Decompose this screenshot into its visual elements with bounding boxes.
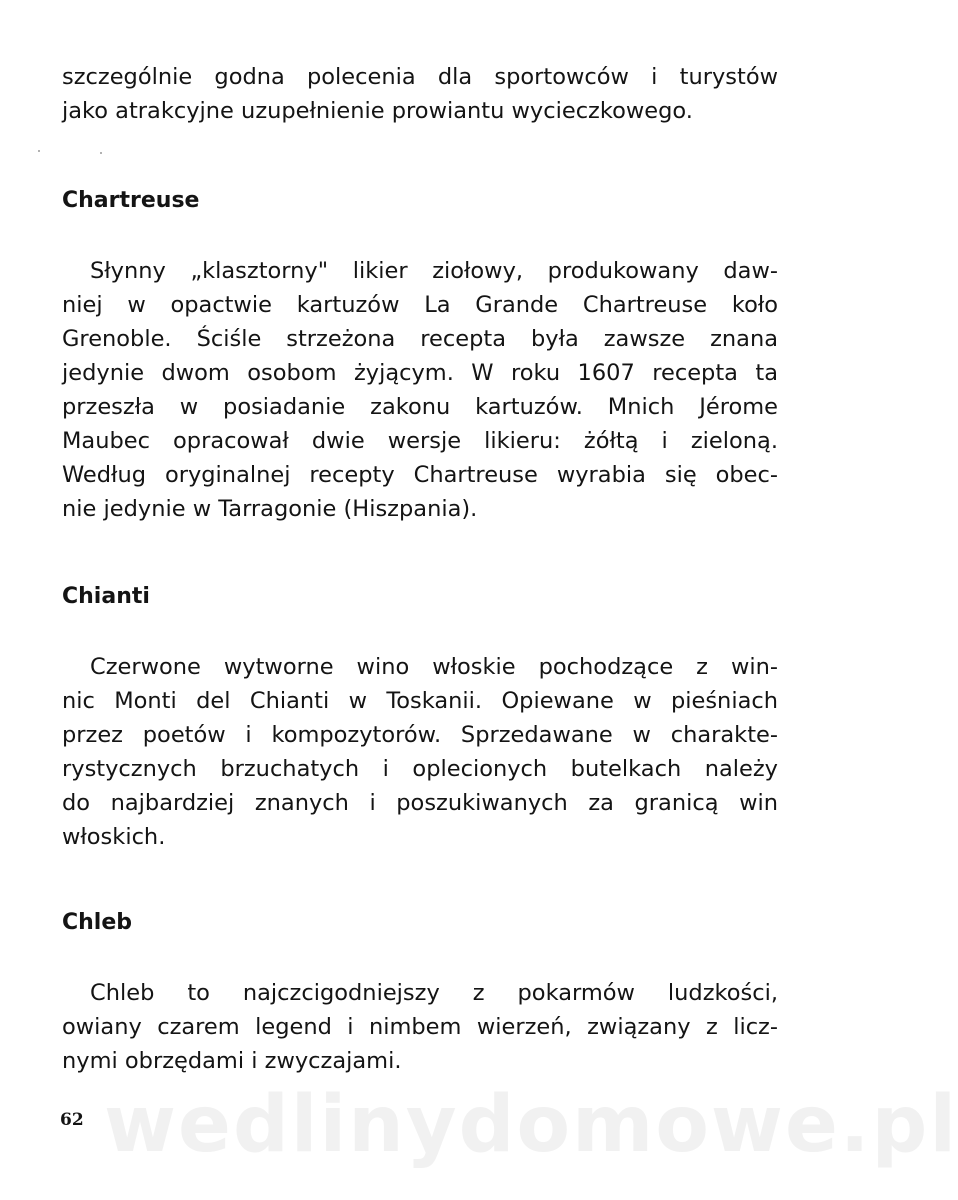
paragraph-line: przez poetów i kompozytorów. Sprzedawane w charakte- — [62, 722, 778, 748]
paragraph-line: rystycznych brzuchatych i oplecionych butelkach należy — [62, 756, 778, 782]
scan-speck — [38, 150, 40, 152]
paragraph-line: Czerwone wytworne wino włoskie pochodzące z win- — [90, 654, 778, 680]
paragraph-line: nie jedynie w Tarragonie (Hiszpania). — [62, 496, 478, 522]
paragraph-line: Według oryginalnej recepty Chartreuse wyrabia się obec- — [62, 462, 778, 488]
paragraph-line: Grenoble. Ściśle strzeżona recepta była zawsze znana — [62, 326, 778, 352]
paragraph-line: Maubec opracował dwie wersje likieru: żółtą i zieloną. — [62, 428, 778, 454]
paragraph-line: Chleb to najczcigodniejszy z pokarmów ludzkości, — [90, 980, 778, 1006]
paragraph-line: niej w opactwie kartuzów La Grande Chartreuse koło — [62, 292, 778, 318]
intro-line: szczególnie godna polecenia dla sportowców i turystów — [62, 64, 778, 90]
scan-speck — [100, 152, 102, 154]
paragraph-line: przeszła w posiadanie zakonu kartuzów. Mnich Jérome — [62, 394, 778, 420]
entry-heading-chianti: Chianti — [62, 584, 150, 609]
page-number: 62 — [60, 1110, 84, 1130]
paragraph-line: nic Monti del Chianti w Toskanii. Opiewane w pieśniach — [62, 688, 778, 714]
paragraph-line: jedynie dwom osobom żyjącym. W roku 1607 recepta ta — [62, 360, 778, 386]
entry-heading-chleb: Chleb — [62, 910, 133, 935]
paragraph-line: owiany czarem legend i nimbem wierzeń, związany z licz- — [62, 1014, 778, 1040]
paragraph-line: do najbardziej znanych i poszukiwanych za granicą win — [62, 790, 778, 816]
watermark: wedlinydomowe.pl — [104, 1080, 958, 1170]
entry-heading-chartreuse: Chartreuse — [62, 188, 200, 213]
intro-line: jako atrakcyjne uzupełnienie prowiantu wycieczkowego. — [62, 98, 693, 124]
paragraph-line: włoskich. — [62, 824, 166, 850]
paragraph-line: Słynny „klasztorny" likier ziołowy, produkowany daw- — [90, 258, 778, 284]
paragraph-line: nymi obrzędami i zwyczajami. — [62, 1048, 402, 1074]
